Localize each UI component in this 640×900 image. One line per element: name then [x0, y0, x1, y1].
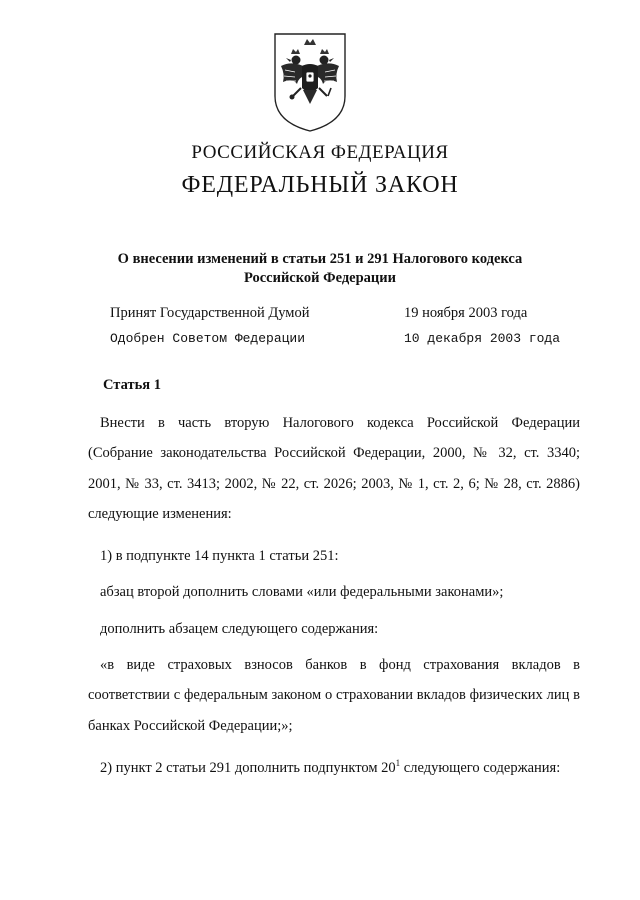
article-heading: Статья 1	[103, 377, 161, 393]
coat-of-arms-emblem	[271, 30, 349, 134]
item2-text-end: следующего содержания:	[400, 759, 561, 776]
law-title	[80, 250, 560, 288]
approval-label: Одобрен Советом Федерации	[110, 331, 306, 346]
country-heading: РОССИЙСКАЯ ФЕДЕРАЦИЯ	[191, 142, 449, 163]
approval-date: 10 декабря 2003 года	[404, 331, 561, 346]
article-paragraph: 1) в подпункте 14 пункта 1 статьи 251:	[100, 548, 339, 565]
law-type-heading: ФЕДЕРАЛЬНЫЙ ЗАКОН	[181, 172, 459, 198]
article-paragraph: Внести в часть вторую Налогового кодекса Российской Федерации (Собрание законодательства Российской Федерации, 2000, № 32, ст. 3340; 2001, № 33, ст. 3413; 2002, № 22, ст. 2026; 2003, № 1, ст. 2, 6; № 28, ст. 2886) следующие изменения:	[88, 415, 580, 522]
adoption-label: Принят Государственной Думой	[110, 305, 310, 321]
article-paragraph: «в виде страховых взносов банков в фонд страхования вкладов в соответствии с федеральным законом о страховании вкладов физических лиц в банках Российской Федерации;»;	[88, 657, 580, 734]
article-paragraph: дополнить абзацем следующего содержания:	[100, 620, 379, 637]
article-paragraph: абзац второй дополнить словами «или федеральными законами»;	[100, 584, 504, 601]
adoption-date: 19 ноября 2003 года	[404, 305, 528, 321]
item2-text: 2) пункт 2 статьи 291 дополнить подпунктом 20	[100, 759, 396, 776]
law-title-line-2: Российской Федерации	[243, 270, 396, 286]
law-title-line-1: О внесении изменений в статьи 251 и 291 Налогового кодекса	[117, 251, 523, 267]
article-body	[88, 408, 580, 783]
article-paragraph-item-2	[88, 753, 580, 783]
double-headed-eagle-icon	[271, 30, 349, 134]
item2-superscript: 1	[395, 757, 401, 768]
